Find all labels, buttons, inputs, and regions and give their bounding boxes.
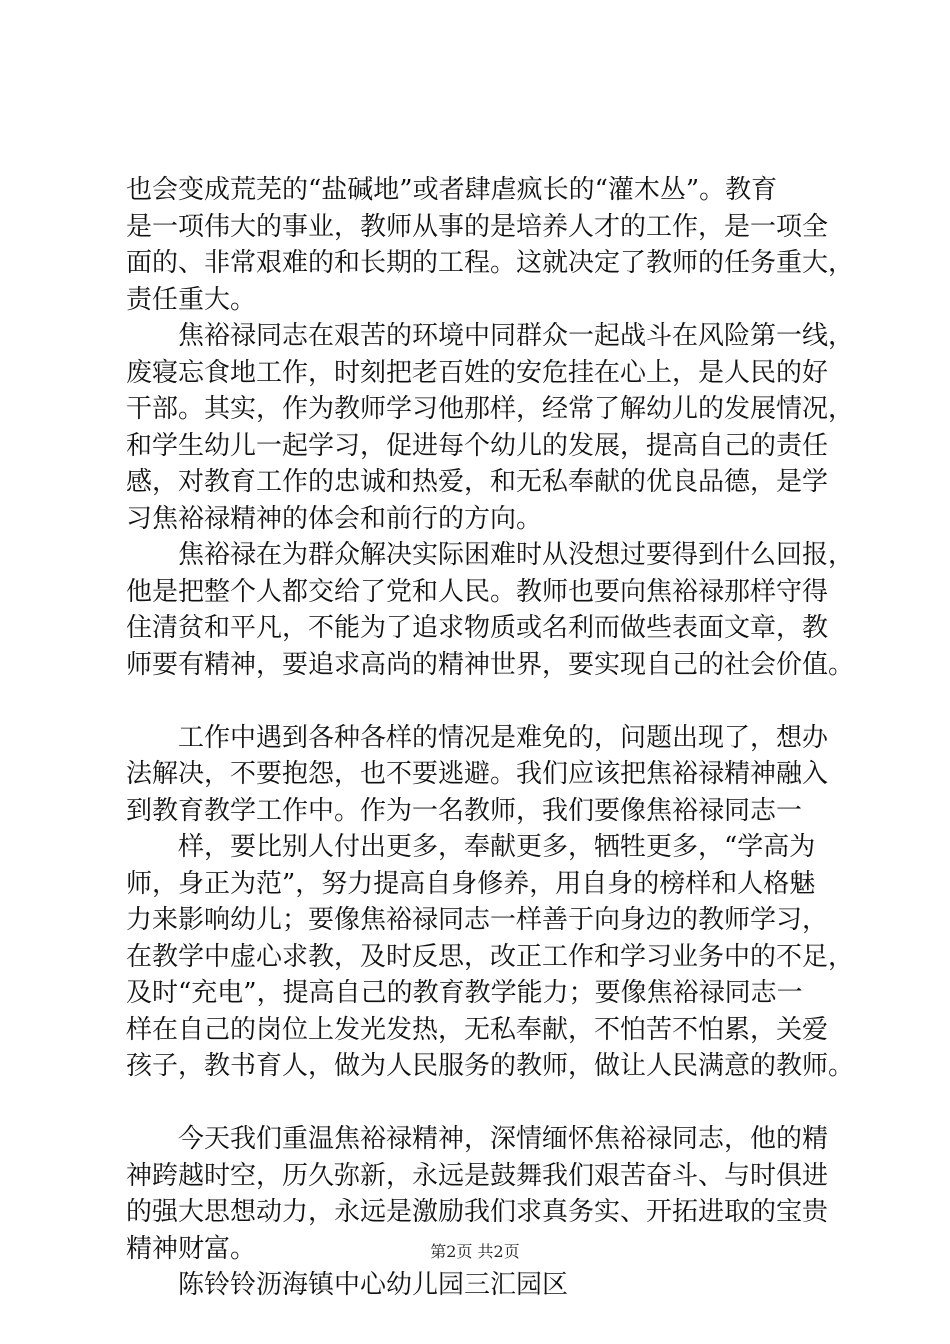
text-line: 今天我们重温焦裕禄精神，深情缅怀焦裕禄同志，他的精 <box>126 1124 829 1154</box>
paragraph-gap <box>126 1085 846 1122</box>
text-line: 习焦裕禄精神的体会和前行的方向。 <box>126 503 543 534</box>
text-line: 工作中遇到各种各样的情况是难免的，问题出现了，想办 <box>126 722 829 753</box>
document-body <box>126 172 855 1304</box>
text-line: 师要有精神，要追求高尚的精神世界，要实现自己的社会价值。 <box>126 649 855 680</box>
author-signature: 陈铃铃沥海镇中心幼儿园三汇园区 <box>126 1270 569 1300</box>
text-line: 责任重大。 <box>126 284 257 315</box>
page-number-label: 第2页 共2页 <box>430 1242 520 1261</box>
text-line: 废寝忘食地工作，时刻把老百姓的安危挂在心上，是人民的好 <box>126 357 829 388</box>
text-line: 焦裕禄同志在艰苦的环境中同群众一起战斗在风险第一线， <box>126 321 855 351</box>
text-line: 他是把整个人都交给了党和人民。教师也要向焦裕禄那样守得 <box>126 576 829 607</box>
text-line: 干部。其实，作为教师学习他那样，经常了解幼儿的发展情况， <box>126 394 855 424</box>
text-line: 样在自己的岗位上发光发热，无私奉献，不怕苦不怕累，关爱 <box>126 1014 829 1045</box>
text-line: 法解决，不要抱怨，也不要逃避。我们应该把焦裕禄精神融入 <box>126 759 829 789</box>
text-line: 面的、非常艰难的和长期的工程。这就决定了教师的任务重大， <box>126 248 855 278</box>
page-footer <box>0 1242 950 1262</box>
text-line: 焦裕禄在为群众解决实际困难时从没想过要得到什么回报， <box>126 540 855 570</box>
text-line: 及时“充电”，提高自己的教育教学能力；要像焦裕禄同志一 <box>126 978 803 1008</box>
text-line: 也会变成荒芜的“盐碱地”或者肆虐疯长的“灌木丛”。教育 <box>126 175 778 205</box>
text-line: 的强大思想动力，永远是激励我们求真务实、开拓进取的宝贵 <box>126 1197 829 1227</box>
text-line: 感，对教育工作的忠诚和热爱，和无私奉献的优良品德，是学 <box>126 467 829 497</box>
text-line: 住清贫和平凡，不能为了追求物质或名利而做些表面文章，教 <box>126 613 829 643</box>
text-line: 是一项伟大的事业，教师从事的是培养人才的工作，是一项全 <box>126 211 829 242</box>
paragraph-gap <box>126 683 846 720</box>
text-line: 和学生幼儿一起学习，促进每个幼儿的发展，提高自己的责任 <box>126 430 829 461</box>
text-line: 在教学中虚心求教，及时反思，改正工作和学习业务中的不足， <box>126 941 855 972</box>
text-line: 精神财富。 <box>126 1233 257 1264</box>
text-line: 样，要比别人付出更多，奉献更多，牺牲更多，“学高为 <box>126 832 816 862</box>
text-line: 力来影响幼儿；要像焦裕禄同志一样善于向身边的教师学习， <box>126 905 829 935</box>
text-line: 到教育教学工作中。作为一名教师，我们要像焦裕禄同志一 <box>126 795 803 826</box>
text-line: 孩子，教书育人，做为人民服务的教师，做让人民满意的教师。 <box>126 1051 855 1081</box>
text-line: 师，身正为范”，努力提高自身修养，用自身的榜样和人格魅 <box>126 868 816 899</box>
text-line: 神跨越时空，历久弥新，永远是鼓舞我们艰苦奋斗、与时俱进 <box>126 1160 829 1191</box>
